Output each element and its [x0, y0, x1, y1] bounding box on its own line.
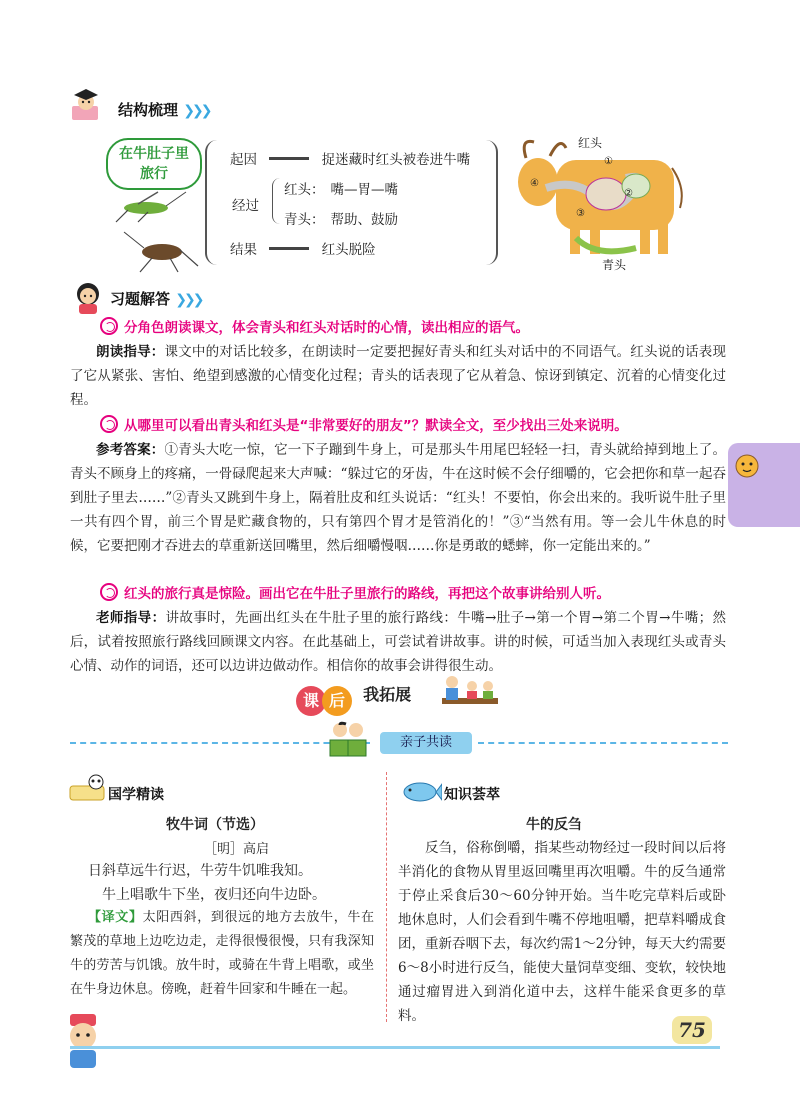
question-icon — [100, 583, 118, 601]
page-number: 75 — [672, 1016, 712, 1044]
footer-line — [70, 1046, 720, 1049]
sub-text: 帮助、鼓励 — [330, 212, 398, 228]
translation-text: 太阳西斜，到很远的地方去放牛，牛在繁茂的草地上边吃边走，走得很慢很慢，只有我深知牛的劳苦与饥饿。放牛时，或骑在牛背上唱歌，或坐在牛身边休息。傍晚，赶着牛回家和牛睡在一起。 — [70, 910, 374, 997]
reading-kids-icon — [326, 720, 370, 760]
fish-icon — [398, 774, 442, 806]
cow-marker-1: ① — [604, 156, 613, 167]
structure-bracket — [205, 140, 219, 265]
mascot-boy-icon — [58, 1012, 108, 1072]
structure-row-green — [284, 208, 398, 228]
chevron-icon: ❯❯❯ — [183, 103, 210, 119]
structure-mascot-icon — [66, 88, 106, 124]
row-connector — [269, 157, 309, 160]
poem-author: ［明］高启 — [204, 842, 270, 857]
answer-text: ①青头大吃一惊，它一下子蹦到牛身上，可是那头牛用尾巴轻轻一扫，青头就给掉到地上了。青头不顾身上的疼痛，一骨碌爬起来大声喊：“躲过它的牙齿，牛在这时候不会仔细嚼的，它会把你和草一起吞到肚子里去……”②青头又跳到牛身上，隔着肚皮和红头说话：“红头！不要怕，你会出来的。我听说牛肚子里一共有四个胃，前三个胃是贮藏食物的，只有第四个胃才是管消化的！”③“当然有用。等一会儿牛休息的时候，它要把刚才吞进去的草重新送回嘴里，然后细嚼慢咽……你是勇敢的蟋蟀，你一定能出来的。” — [70, 442, 726, 554]
tiger-icon — [734, 452, 760, 478]
ribbon-parent-child-reading: 亲子共读 — [380, 732, 472, 754]
answer-3 — [70, 606, 726, 678]
poem-title: 牧牛词（节选） — [166, 817, 264, 833]
question-1: 分角色朗读课文，体会青头和红头对话时的心情，读出相应的语气。 — [100, 316, 529, 336]
answer-label: 老师指导： — [96, 610, 166, 626]
sub-label: 青头： — [284, 212, 325, 228]
cow-marker-3: ③ — [576, 208, 585, 219]
knowledge-text: 反刍，俗称倒嚼，指某些动物经过一段时间以后将半消化的食物从胃里返回嘴里再次咀嚼。牛的反刍通常于停止采食后30～60分钟开始。当牛吃完草料后或卧地休息时，人们会看到牛嘴不停地咀嚼，把草料嚼成食团，重新吞咽下去，每次约需1～2分钟，每天大约需要6～8小时进行反刍，能使大量饲草变细、变软，较快地通过瘤胃进入到消化道中去，这样牛能采食更多的草料。 — [398, 840, 726, 1024]
sub-label: 红头： — [284, 182, 325, 198]
section-title-structure: 结构梳理 ❯❯❯ — [118, 101, 210, 119]
cow-marker-2: ② — [624, 188, 633, 199]
answer-1 — [70, 340, 726, 412]
structure-row-cause — [230, 148, 470, 168]
question-3: 红头的旅行真是惊险。画出它在牛肚子里旅行的路线，再把这个故事讲给别人听。 — [100, 582, 610, 602]
scroll-panda-icon — [66, 772, 106, 806]
after-class-title: 我拓展 — [363, 685, 412, 704]
zhishi-header: 知识荟萃 — [444, 787, 500, 803]
answer-label: 朗读指导： — [96, 344, 165, 360]
answer-text: 讲故事时，先画出红头在牛肚子里的旅行路线：牛嘴→肚子→第一个胃→第二个胃→牛嘴；然后，试着按照旅行路线回顾课文内容。在此基础上，可尝试着讲故事。讲的时候，可适当加入表现红头或青头心情、动作的词语，还可以边讲边做动作。相信你的故事会讲得很生动。 — [70, 610, 727, 674]
poem-translation — [70, 906, 374, 1002]
badge-hou: 后 — [322, 686, 352, 716]
translation-label: 【译文】 — [88, 910, 143, 925]
brown-cricket-illustration — [122, 228, 202, 274]
sub-text: 嘴—胃—嘴 — [330, 182, 398, 198]
section-title-exercises: 习题解答 ❯❯❯ — [110, 290, 202, 308]
cow-digestion-diagram — [516, 128, 686, 272]
green-cricket-illustration — [108, 188, 188, 224]
question-icon — [100, 317, 118, 335]
row-label: 起因 — [230, 152, 257, 168]
story-title-text: 在牛肚子里旅行 — [119, 146, 189, 182]
structure-row-result — [230, 238, 376, 258]
teacher-students-illustration — [438, 672, 500, 714]
ribbon-dashline-right — [478, 742, 728, 744]
ribbon-dashline-left — [70, 742, 370, 744]
story-title-bubble — [106, 138, 202, 190]
cow-marker-4: ④ — [530, 178, 539, 189]
answer-label: 参考答案： — [96, 442, 165, 458]
poem-line-2: 牛上唱歌牛下坐，夜归还向牛边卧。 — [102, 887, 326, 903]
row-text: 红头脱险 — [321, 242, 376, 258]
column-divider — [386, 772, 387, 1022]
answer-2 — [70, 438, 726, 558]
structure-sub-bracket — [272, 178, 281, 224]
badge-ke: 课 — [296, 686, 326, 716]
structure-row-red — [284, 178, 398, 198]
after-class-banner — [296, 682, 411, 714]
row-label: 结果 — [230, 242, 257, 258]
guoxue-header: 国学精读 — [108, 787, 164, 803]
chevron-icon: ❯❯❯ — [175, 292, 202, 308]
answer-text: 课文中的对话比较多，在朗读时一定要把握好青头和红头对话中的不同语气。红头说的话表现了它从紧张、害怕、绝望到感激的心情变化过程；青头的话表现了它从着急、惊讶到镇定、沉着的心情变化过程。 — [70, 344, 726, 408]
row-connector — [269, 247, 309, 250]
structure-bracket-right — [484, 140, 498, 265]
question-2: 从哪里可以看出青头和红头是“非常要好的朋友”？默读全文，至少找出三处来说明。 — [100, 414, 628, 434]
poem-line-1: 日斜草远牛行迟，牛劳牛饥唯我知。 — [88, 863, 312, 879]
structure-row-process-label: 经过 — [232, 198, 259, 214]
question-icon — [100, 415, 118, 433]
cow-label-red: 红头 — [578, 136, 603, 150]
knowledge-title: 牛的反刍 — [526, 817, 582, 833]
exercise-mascot-icon — [70, 278, 106, 314]
cow-label-green: 青头 — [602, 258, 627, 272]
row-text: 捉迷藏时红头被卷进牛嘴 — [321, 152, 471, 168]
